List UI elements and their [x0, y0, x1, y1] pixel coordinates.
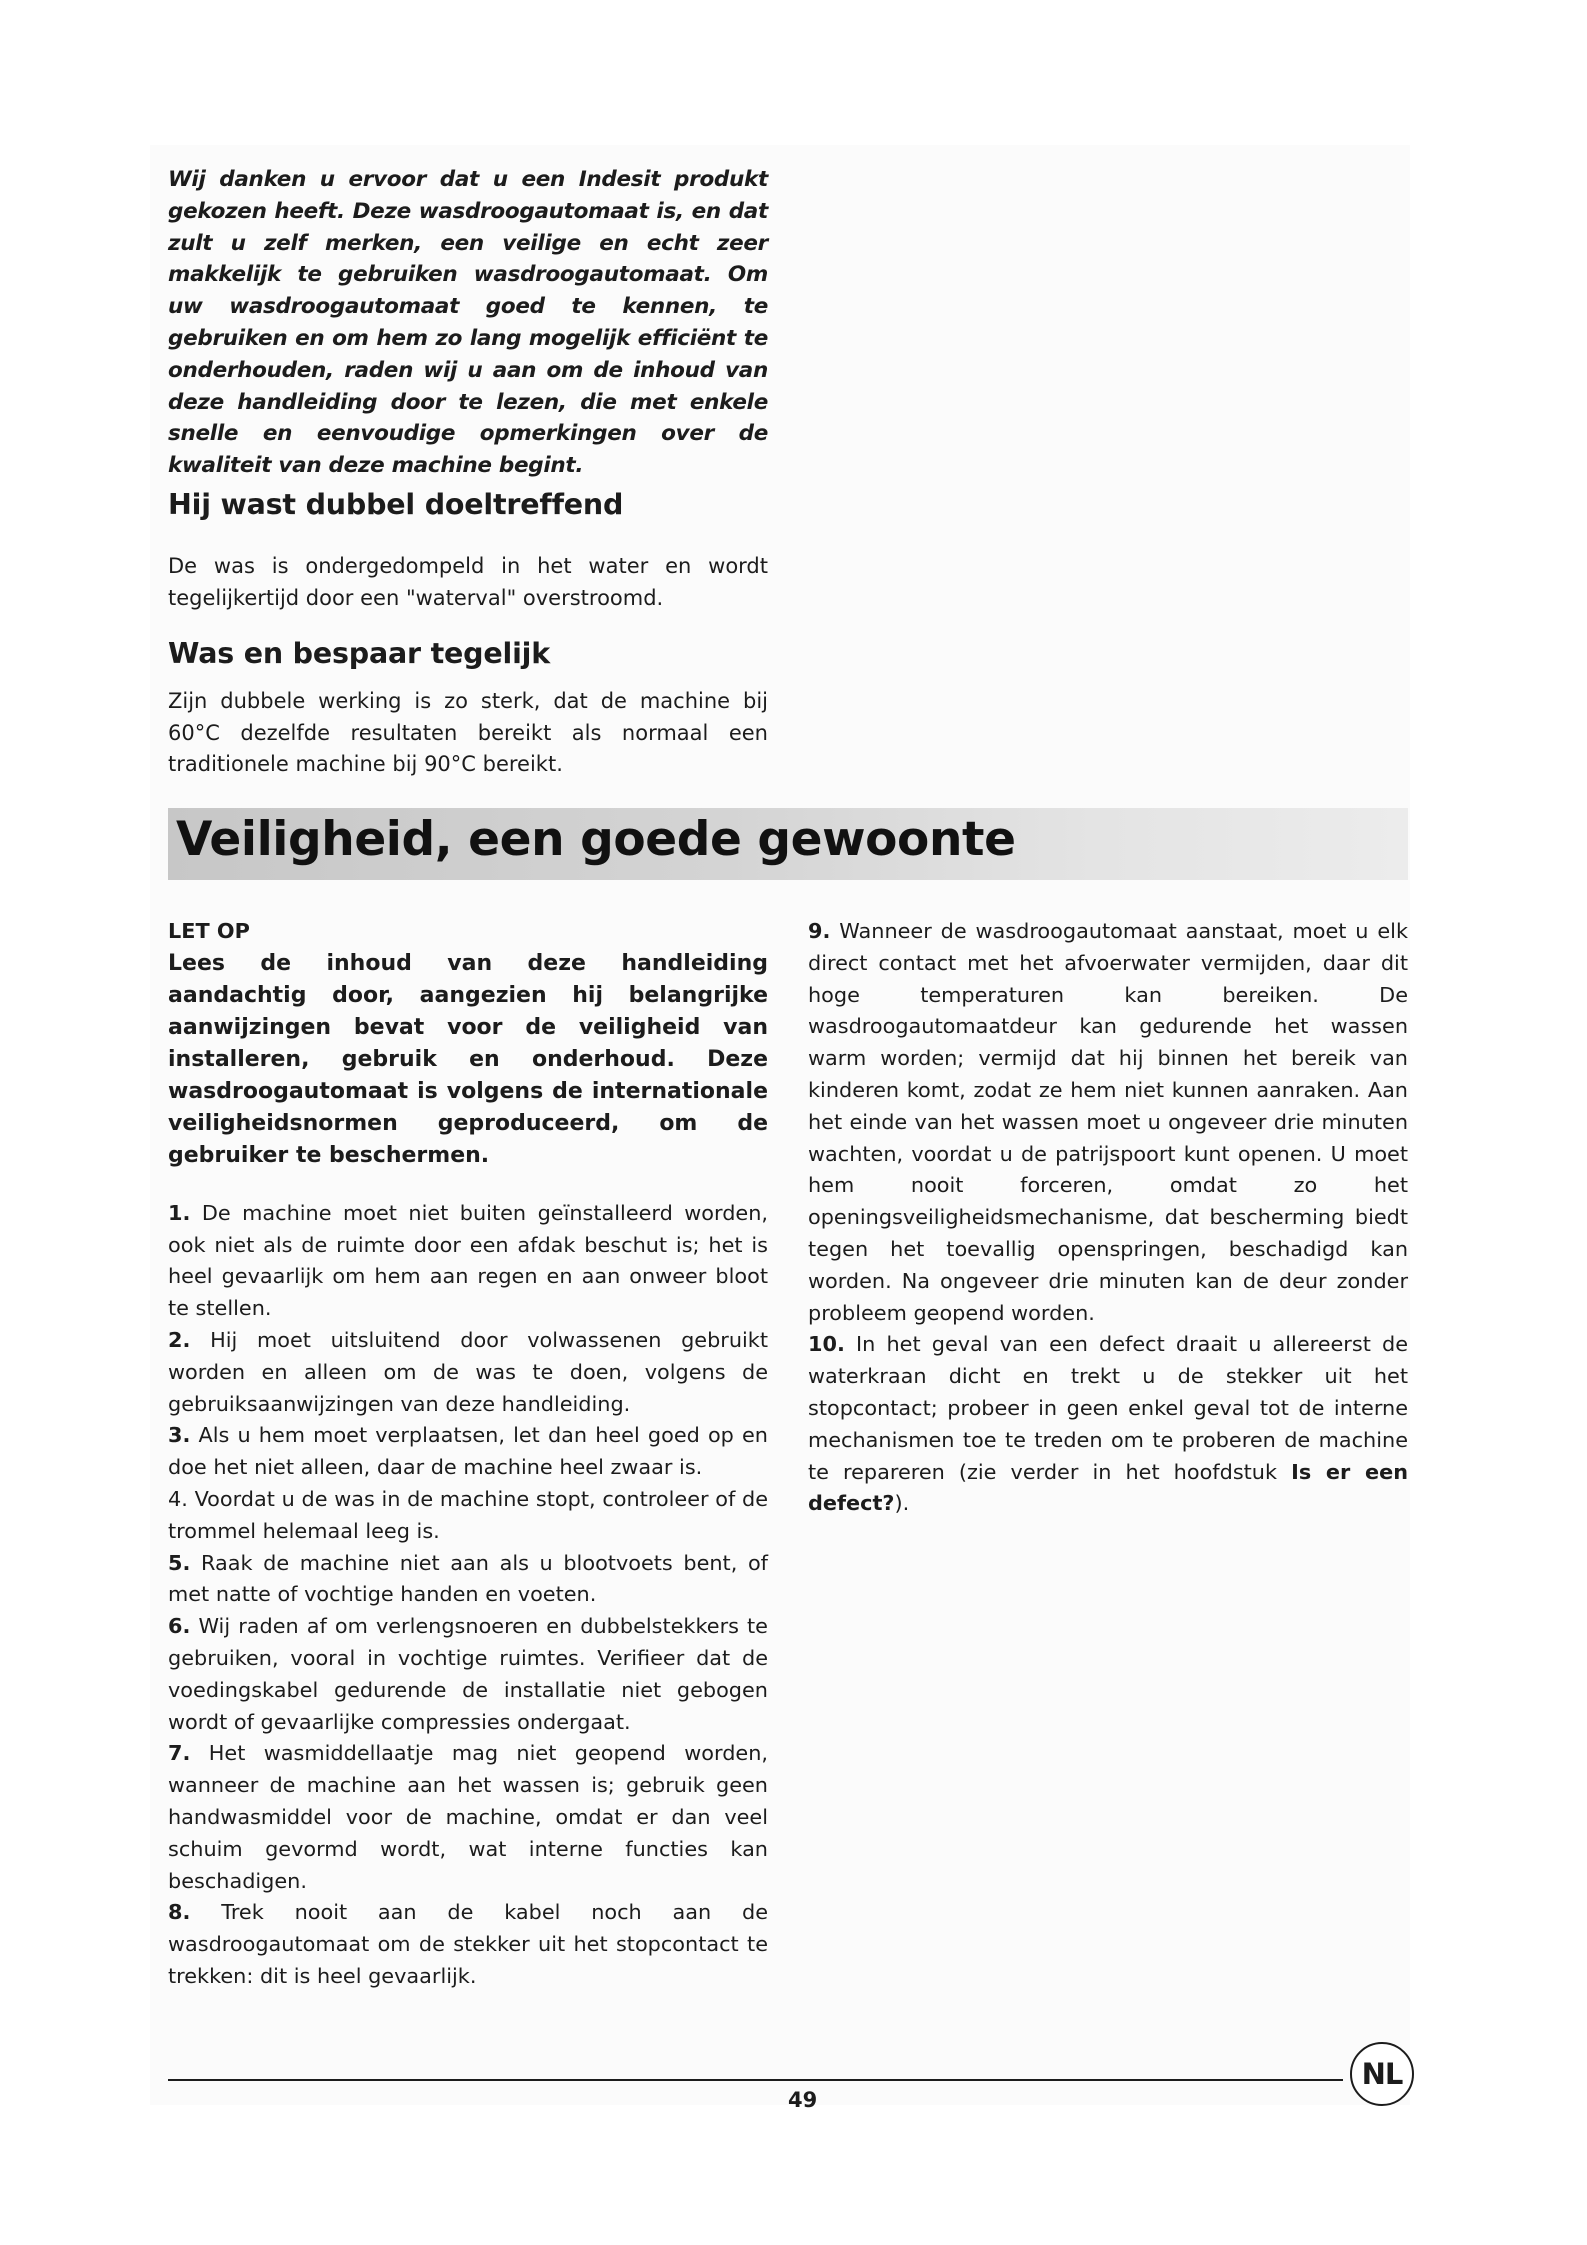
safety-item-1 — [168, 1198, 768, 1325]
item-number: 2. — [168, 1327, 191, 1352]
intro-paragraph: Wij danken u ervoor dat u een Indesit produkt gekozen heeft. Deze wasdroogautomaat is, en dat zult u zelf merken, een veilige en echt zeer makkelijk te gebruiken wasdroogautomaat. Om uw wasdroogautomaat goed te kennen, te gebruiken en om hem zo lang mogelijk efficiënt te onderhouden, raden wij u aan om de inhoud van deze handleiding door te lezen, die met enkele snelle en eenvoudige opmerkingen over de kwaliteit van deze machine begint. — [168, 167, 768, 479]
item-number: 6. — [168, 1614, 191, 1639]
item-number: 1. — [168, 1200, 191, 1225]
item-number: 8. — [168, 1900, 191, 1925]
item-text: Het wasmiddellaatje mag niet geopend worden, wanneer de machine aan het wassen is; gebruik geen handwasmiddel voor de machine, omdat er dan veel schuim gevormd wordt, wat interne functies kan beschadigen. — [168, 1741, 768, 1893]
section-text-wash-and-save: Zijn dubbele werking is zo sterk, dat de machine bij 60°C dezelfde resultaten bereikt als normaal een traditionele machine bij 90°C bereikt. — [168, 689, 768, 776]
item-text: Voordat u de was in de machine stopt, controleer of de trommel helemaal leeg is. — [168, 1486, 768, 1543]
item-text: Hij moet uitsluitend door volwassenen gebruikt worden en alleen om de was te doen, volgens de gebruiksaanwijzingen van deze handleiding. — [168, 1327, 768, 1416]
safety-item-8 — [168, 1897, 768, 1992]
safety-item-9 — [808, 916, 1408, 1329]
section-title-wash-and-save: Was en bespaar tegelijk — [168, 637, 550, 670]
safety-item-3 — [168, 1420, 768, 1484]
item-text: In het geval van een defect draait u allereerst de waterkraan dicht en trekt u de stekker uit het stopcontact; probeer in geen enkel geval tot de interne mechanismen toe te treden om te proberen de machine te repareren (zie verder in het hoofdstuk — [808, 1332, 1408, 1484]
section-title-double-effective: Hij wast dubbel doeltreffend — [168, 488, 624, 521]
item-text: Wij raden af om verlengsnoeren en dubbelstekkers te gebruiken, vooral in vochtige ruimtes. Verifieer dat de voedingskabel gedurende de installatie niet gebogen wordt of gevaarlijke compressies ondergaat. — [168, 1614, 768, 1734]
item-number: 4. — [168, 1486, 188, 1511]
defect-chapter-reference: Is er een defect? — [808, 1459, 1408, 1516]
item-number: 3. — [168, 1423, 191, 1448]
item-number: 7. — [168, 1741, 191, 1766]
item-text: Trek nooit aan de kabel noch aan de wasdroogautomaat om de stekker uit het stopcontact te trekken: dit is heel gevaarlijk. — [168, 1900, 768, 1988]
item-text: De machine moet niet buiten geïnstalleerd worden, ook niet als de ruimte door een afdak beschut is; het is heel gevaarlijk om hem aan regen en aan onweer bloot te stellen. — [168, 1200, 768, 1321]
page-number: 49 — [788, 2088, 818, 2112]
safety-item-2 — [168, 1325, 768, 1420]
language-badge: NL — [1350, 2042, 1414, 2106]
let-op-title: LET OP — [168, 919, 250, 943]
item-text: Wanneer de wasdroogautomaat aanstaat, moet u elk direct contact met het afvoerwater vermijden, daar dit hoge temperaturen kan bereiken. De wasdroogautomaatdeur kan gedurende het wassen warm worden; vermijd dat hij binnen het bereik van kinderen komt, zodat ze hem niet kunnen aanraken. Aan het einde van het wassen moet u ongeveer drie minuten wachten, voordat u de patrijspoort kunt openen. U moet hem nooit forceren, omdat zo het openingsveiligheidsmechanisme, dat bescherming biedt tegen het toevallig openspringen, beschadigd kan worden. Na ongeveer drie minuten kan de deur zonder probleem geopend worden. — [808, 919, 1408, 1325]
safety-banner — [168, 808, 1408, 880]
footer-rule — [168, 2079, 1343, 2081]
item-number: 5. — [168, 1550, 191, 1575]
item-text: Als u hem moet verplaatsen, let dan heel goed op en doe het niet alleen, daar de machine heel zwaar is. — [168, 1423, 768, 1480]
safety-item-4 — [168, 1484, 768, 1548]
item-number: 9. — [808, 919, 831, 943]
left-column — [168, 916, 768, 1993]
let-op-warning: Lees de inhoud van deze handleiding aandachtig door, aangezien hij belangrijke aanwijzingen bevat voor de veiligheid van installeren, gebruik en onderhoud. Deze wasdroogautomaat is volgens de internationale veiligheidsnormen geproduceerd, om de gebruiker te beschermen. — [168, 950, 768, 1168]
item-number: 10. — [808, 1332, 845, 1357]
safety-item-5 — [168, 1548, 768, 1612]
item-text-end: ). — [894, 1491, 910, 1516]
safety-item-10 — [808, 1329, 1408, 1520]
safety-item-6 — [168, 1611, 768, 1738]
right-column — [808, 916, 1408, 1520]
section-text-double-effective: De was is ondergedompeld in het water en wordt tegelijkertijd door een "waterval" overstroomd. — [168, 554, 768, 610]
safety-item-7 — [168, 1738, 768, 1897]
item-text: Raak de machine niet aan als u blootvoets bent, of met natte of vochtige handen en voeten. — [168, 1550, 768, 1607]
safety-banner-title: Veiligheid, een goede gewoonte — [176, 812, 1016, 867]
